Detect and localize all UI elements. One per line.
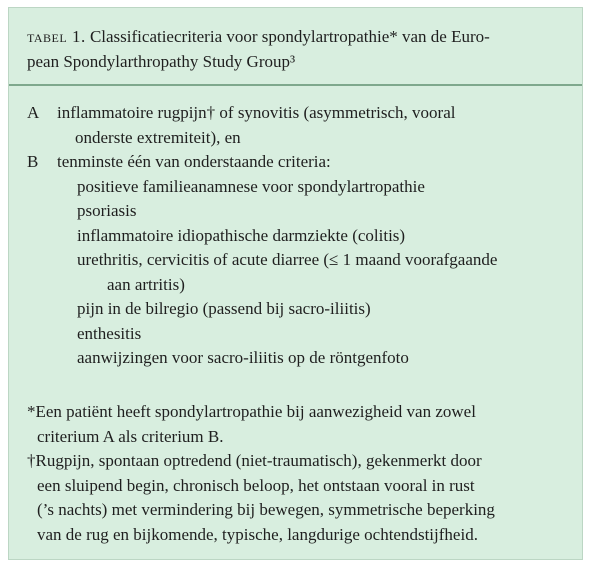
criterion-a-letter: A: [27, 103, 40, 122]
criterion-a-text-line2: onderste extremiteit), en: [75, 127, 241, 147]
criterion-b: [27, 150, 567, 175]
footnote-dagger-line4: van de rug en bijkomende, typische, langdurige ochtendstijfheid.: [37, 524, 478, 544]
table-box: [8, 7, 583, 560]
footnote-dagger-line1: †Rugpijn, spontaan optredend (niet-traumatisch), gekenmerkt door: [27, 451, 482, 470]
footnote-star-line2: criterium A als criterium B.: [37, 426, 224, 446]
table-label: tabel 1.: [27, 27, 86, 46]
criteria-list: [27, 101, 567, 371]
sub-criterion-bowel-disease: inflammatoire idiopathische darmziekte (colitis): [77, 225, 406, 245]
footnote-dagger: [27, 449, 572, 547]
sub-criterion-urethritis-line2: aan artritis): [107, 274, 185, 294]
table-title-line1: Classificatiecriteria voor spondylartropathie* van de Euro-: [89, 27, 490, 46]
footnotes: [27, 400, 572, 547]
footnote-star-line1: *Een patiënt heeft spondylartropathie bij aanwezigheid van zowel: [27, 402, 476, 421]
criterion-a-text-line1: inflammatoire rugpijn† of synovitis (asymmetrisch, vooral: [57, 103, 456, 122]
table-title-line2: pean Spondylarthropathy Study Group³: [27, 52, 296, 71]
criterion-a: [27, 101, 567, 150]
footnote-dagger-line2: een sluipend begin, chronisch beloop, het ontstaan vooral in rust: [37, 475, 475, 495]
sub-criterion-urethritis: [27, 248, 567, 297]
criterion-b-letter: B: [27, 152, 39, 171]
footnote-dagger-line3: (’s nachts) met vermindering bij bewegen, symmetrische beperking: [37, 500, 495, 519]
sub-criterion-urethritis-line1: urethritis, cervicitis of acute diarree (≤ 1 maand voorafgaande: [77, 250, 498, 269]
table-caption: [9, 8, 582, 86]
sub-criterion-family-history: positieve familieanamnese voor spondylartropathie: [77, 176, 425, 196]
sub-criterion-enthesitis: enthesitis: [77, 323, 142, 343]
sub-criterion-buttock-pain: pijn in de bilregio (passend bij sacro-iliitis): [77, 299, 371, 318]
sub-criterion-sacroiliitis-xray: aanwijzingen voor sacro-iliitis op de röntgenfoto: [77, 348, 409, 367]
footnote-star: [27, 400, 572, 449]
criterion-b-text: tenminste één van onderstaande criteria:: [57, 152, 331, 171]
sub-criterion-psoriasis: psoriasis: [77, 201, 137, 220]
